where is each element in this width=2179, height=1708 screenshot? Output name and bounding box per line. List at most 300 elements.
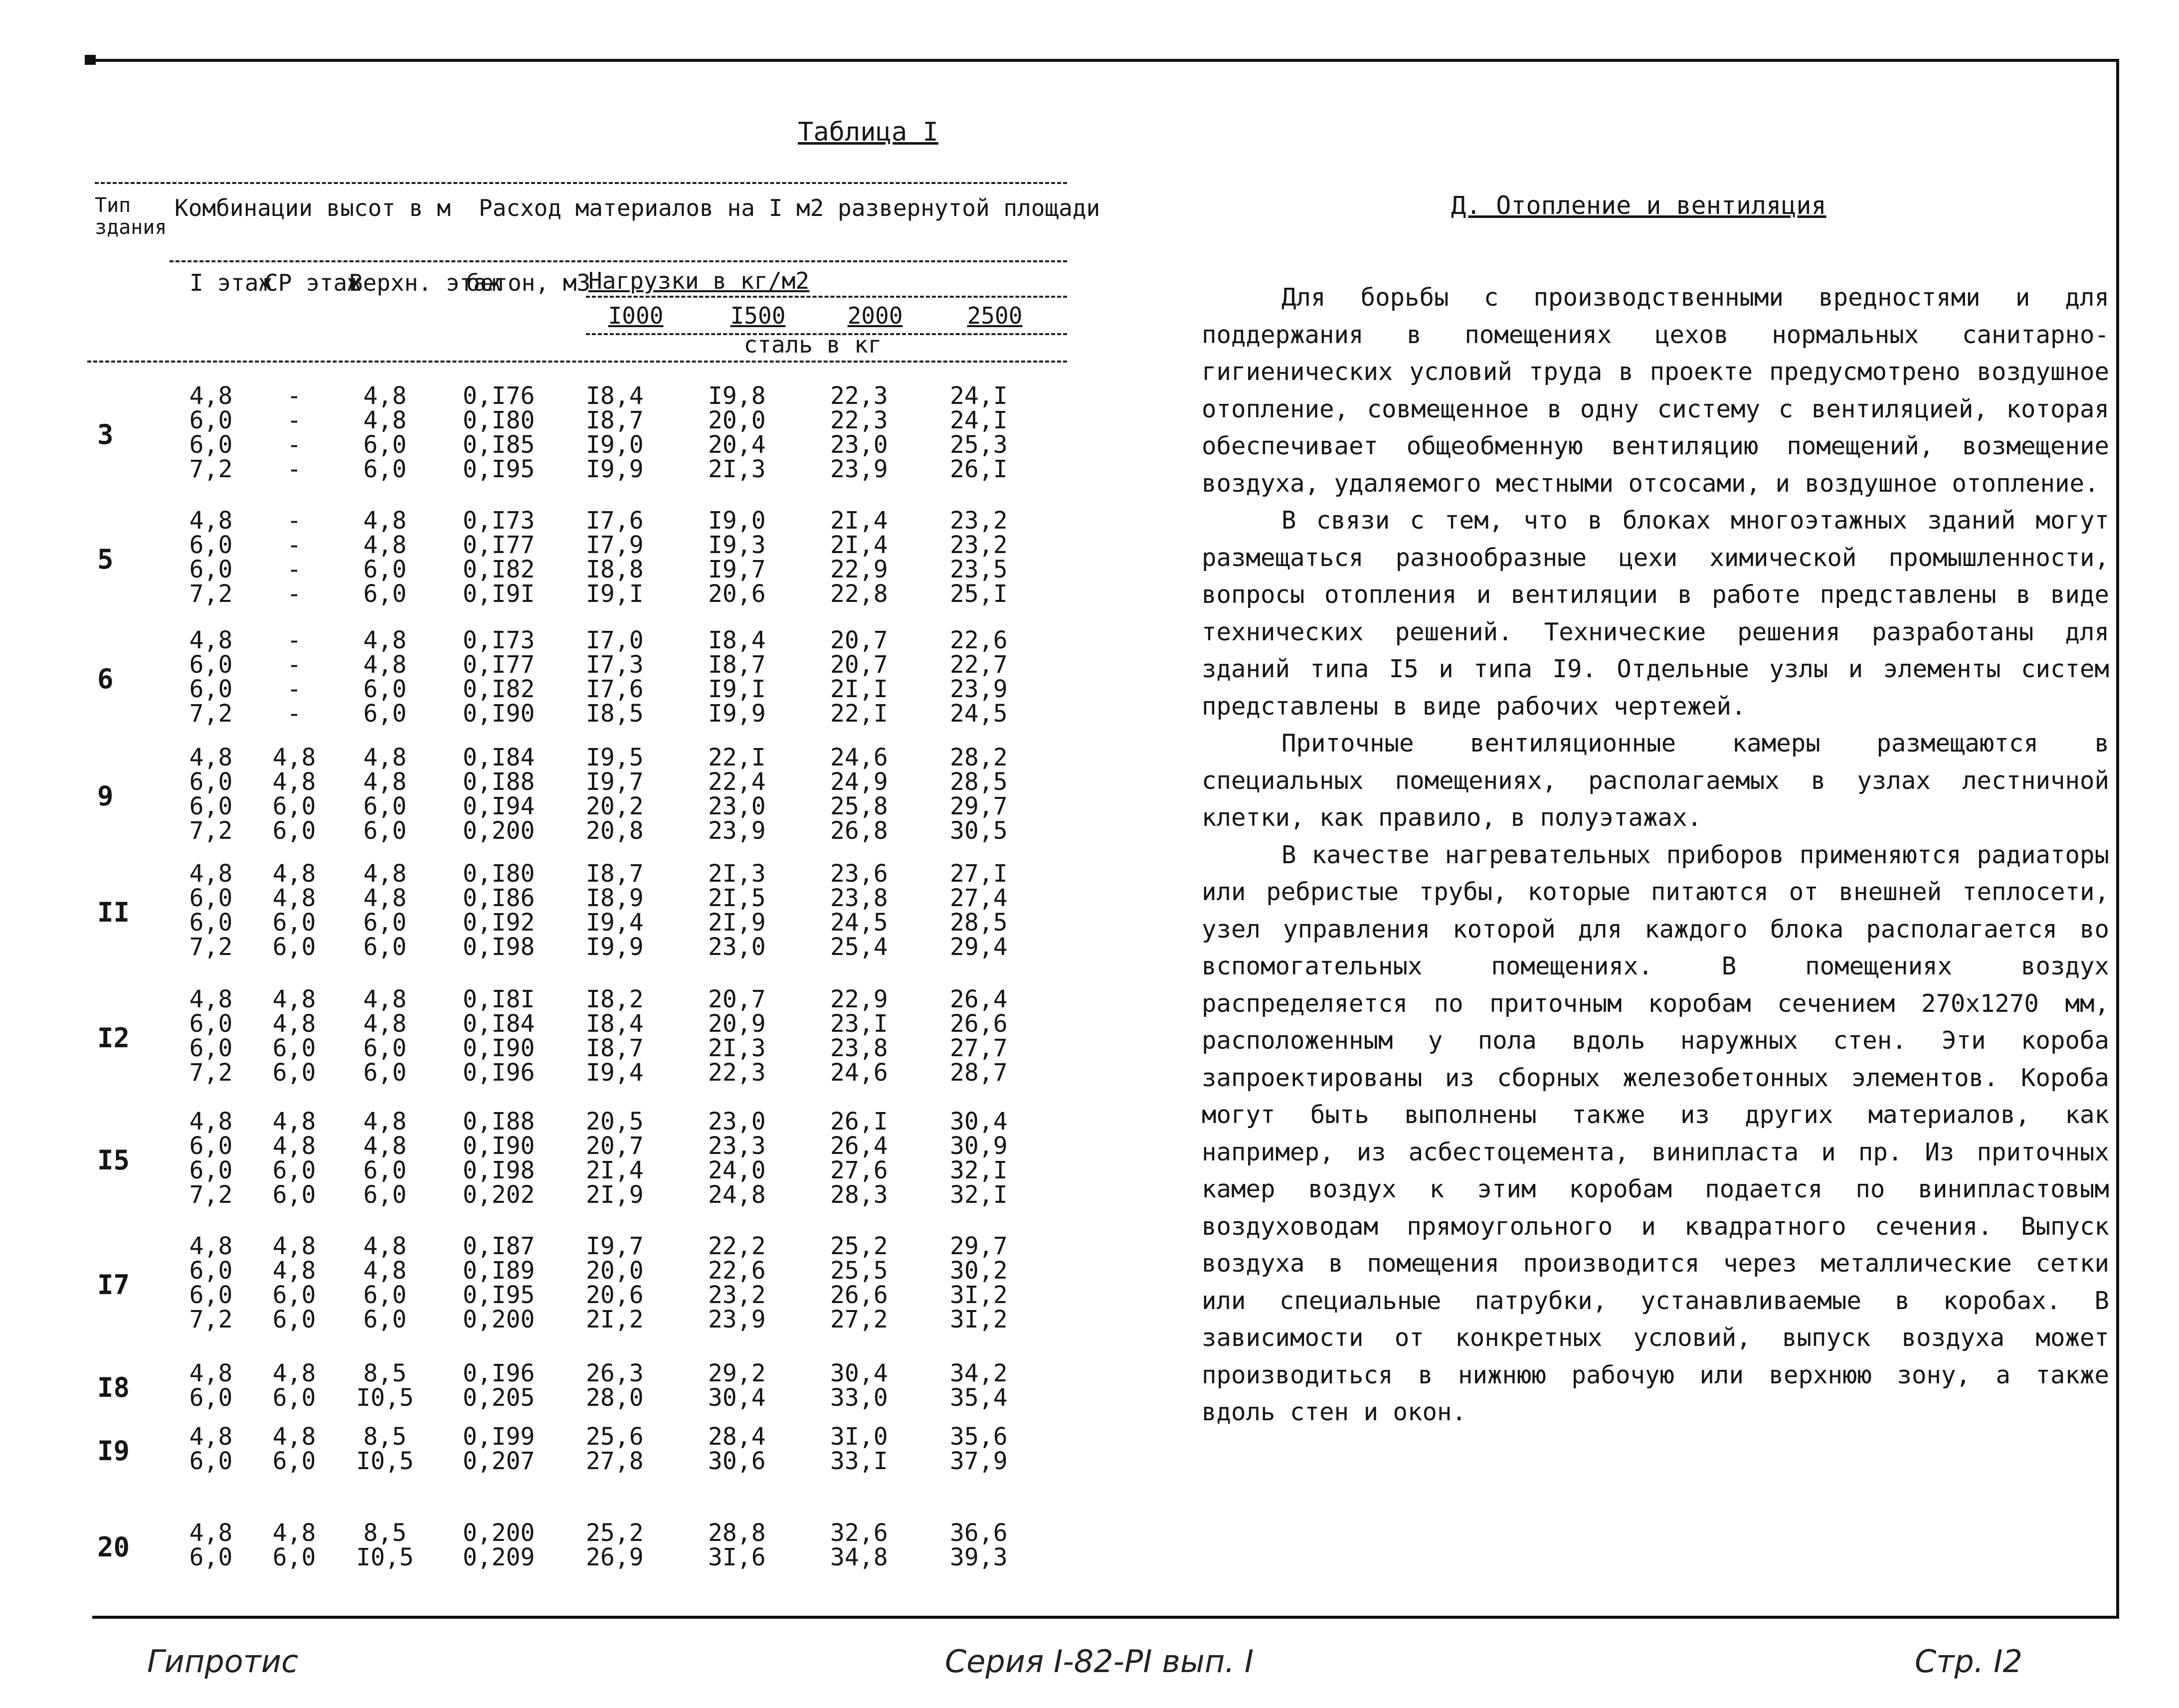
cell-floor-mid: 4,8 [272, 1257, 316, 1285]
cell-load-2500: 32,I [950, 1156, 1008, 1184]
cell-floor1: 4,8 [189, 626, 233, 654]
cell-concrete: 0,202 [463, 1181, 535, 1209]
cell-floor1: 6,0 [189, 431, 233, 459]
cell-load-1000: 20,6 [586, 1281, 644, 1309]
cell-concrete: 0,I88 [463, 768, 535, 796]
cell-load-1000: 26,9 [586, 1543, 644, 1571]
cell-load-2500: 32,I [950, 1181, 1008, 1209]
cell-floor-top: 6,0 [363, 580, 407, 608]
cell-concrete: 0,I90 [463, 700, 535, 728]
cell-load-2500: 23,5 [950, 556, 1008, 583]
cell-floor-mid: - [287, 531, 302, 559]
cell-floor-mid: 6,0 [272, 1384, 316, 1412]
cell-concrete: 0,200 [463, 1519, 535, 1547]
cell-load-1000: 2I,9 [586, 1181, 644, 1209]
cell-load-2500: 29,7 [950, 1232, 1008, 1260]
cell-floor1: 7,2 [189, 1306, 233, 1333]
cell-floor-mid: - [287, 556, 302, 583]
cell-floor-mid: 4,8 [272, 1132, 316, 1160]
cell-floor-mid: 6,0 [272, 1034, 316, 1062]
cell-load-1500: 28,4 [708, 1423, 766, 1451]
cell-floor-mid: 4,8 [272, 1359, 316, 1387]
header-type: Тип здания [95, 194, 167, 239]
cell-load-1000: I8,8 [586, 556, 644, 583]
cell-load-2500: 28,2 [950, 744, 1008, 771]
cell-floor1: 6,0 [189, 1281, 233, 1309]
cell-load-1500: 24,8 [708, 1181, 766, 1209]
cell-load-2500: 24,5 [950, 700, 1008, 728]
cell-concrete: 0,I82 [463, 556, 535, 583]
cell-load-1500: 20,4 [708, 431, 766, 459]
frame-right-border [2116, 59, 2119, 1617]
cell-floor1: 7,2 [189, 580, 233, 608]
cell-load-1500: 22,3 [708, 1059, 766, 1087]
cell-load-1500: 23,9 [708, 1306, 766, 1333]
cell-load-2000: 22,3 [830, 406, 888, 434]
cell-floor-top: 4,8 [363, 507, 407, 535]
cell-load-1500: 24,0 [708, 1156, 766, 1184]
cell-load-2500: 25,I [950, 580, 1008, 608]
cell-floor-mid: 6,0 [272, 933, 316, 961]
cell-load-1500: I9,I [708, 675, 766, 703]
cell-load-1000: I7,9 [586, 531, 644, 559]
cell-floor1: 4,8 [189, 985, 233, 1013]
cell-load-1000: I7,6 [586, 507, 644, 535]
cell-load-1000: I8,7 [586, 1034, 644, 1062]
cell-load-1000: I9,9 [586, 933, 644, 961]
footer-organization: Гипротис [147, 1643, 299, 1680]
cell-floor1: 6,0 [189, 884, 233, 912]
cell-load-2000: 32,6 [830, 1519, 888, 1547]
cell-load-2500: 26,I [950, 455, 1008, 483]
cell-floor-top: I0,5 [356, 1447, 414, 1475]
header-load-2000: 2000 [847, 302, 903, 329]
paragraph: Приточные вентиляционные камеры размещаются в специальных помещениях, располагаемых в узлах лестничной клетки, как правило, в полуэтажах. [1202, 729, 2109, 832]
cell-floor-top: 4,8 [363, 744, 407, 771]
cell-load-1000: I7,0 [586, 626, 644, 654]
cell-load-1000: I8,7 [586, 860, 644, 888]
cell-floor-mid: 6,0 [272, 1447, 316, 1475]
cell-floor1: 6,0 [189, 1543, 233, 1571]
header-floor-top: Верхн. этаж [349, 269, 501, 296]
cell-load-1000: 28,0 [586, 1384, 644, 1412]
cell-load-2500: 29,4 [950, 933, 1008, 961]
cell-load-1500: 2I,5 [708, 884, 766, 912]
cell-load-2500: 29,7 [950, 792, 1008, 820]
cell-floor-top: 4,8 [363, 1257, 407, 1285]
cell-load-1500: 20,7 [708, 985, 766, 1013]
cell-load-2500: 27,4 [950, 884, 1008, 912]
cell-load-2000: 28,3 [830, 1181, 888, 1209]
cell-floor1: 6,0 [189, 406, 233, 434]
cell-load-1000: I8,2 [586, 985, 644, 1013]
cell-load-2000: 22,8 [830, 580, 888, 608]
cell-floor1: 6,0 [189, 675, 233, 703]
cell-floor-top: 4,8 [363, 382, 407, 410]
cell-floor-mid: 4,8 [272, 1519, 316, 1547]
cell-load-2500: 30,9 [950, 1132, 1008, 1160]
paragraph: Для борьбы с производственными вредностями и для поддержания в помещениях цехов нормальных санитарно-гигиенических условий труда в проекте предусмотрено воздушное отопление, совмещенное в одну систему с вентиляцией, которая обеспечивает общеобменную вентиляцию помещений, возмещение воздуха, удаляемого местными отсосами, и воздушное отопление. [1202, 283, 2109, 498]
cell-floor-top: 4,8 [363, 1108, 407, 1136]
table-rule-header-bottom [87, 361, 1067, 363]
cell-load-2000: 2I,4 [830, 507, 888, 535]
cell-floor-top: 4,8 [363, 651, 407, 679]
cell-floor1: 4,8 [189, 507, 233, 535]
header-load-2500: 2500 [967, 302, 1023, 329]
cell-load-1000: I9,9 [586, 455, 644, 483]
cell-load-2000: 23,I [830, 1010, 888, 1038]
cell-floor-mid: 6,0 [272, 1181, 316, 1209]
cell-load-1500: 2I,3 [708, 860, 766, 888]
cell-load-2500: 27,I [950, 860, 1008, 888]
cell-load-2500: 28,5 [950, 768, 1008, 796]
cell-concrete: 0,I89 [463, 1257, 535, 1285]
cell-load-2000: 25,4 [830, 933, 888, 961]
cell-floor-top: 6,0 [363, 933, 407, 961]
cell-load-2000: 26,6 [830, 1281, 888, 1309]
cell-load-2000: 24,9 [830, 768, 888, 796]
cell-floor-mid: - [287, 455, 302, 483]
table-rule-top [95, 182, 1067, 184]
cell-floor1: 6,0 [189, 1257, 233, 1285]
cell-floor-mid: 4,8 [272, 1108, 316, 1136]
cell-floor1: 6,0 [189, 651, 233, 679]
building-type: 20 [97, 1531, 130, 1563]
cell-load-1500: 2I,9 [708, 909, 766, 937]
cell-floor1: 4,8 [189, 1423, 233, 1451]
cell-concrete: 0,I73 [463, 626, 535, 654]
cell-floor-mid: - [287, 507, 302, 535]
building-type: 3 [97, 419, 114, 450]
section-body [1202, 279, 2109, 1431]
building-type: 9 [97, 780, 114, 812]
header-load-1000: I000 [608, 302, 664, 329]
cell-floor-mid: - [287, 626, 302, 654]
cell-load-1500: I9,0 [708, 507, 766, 535]
paragraph: В качестве нагревательных приборов применяются радиаторы или ребристые трубы, которые питаются от внешней теплосети, узел управления которой для каждого блока располагается во вспомогательных помещениях. В помещениях воздух распределяется по приточным коробам сечением 270x1270 мм, расположенным у пола вдоль наружных стен. Эти короба запроектированы из сборных железобетонных элементов. Короба могут быть выполнены также из других материалов, как например, из асбестоцемента, винипласта и пр. Из приточных камер воздух к этим коробам подается по винипластовым воздуховодам прямоугольного и квадратного сечения. Выпуск воздуха в помещения производится через металлические сетки или специальные патрубки, устанавливаемые в коробах. В зависимости от конкретных условий, выпуск воздуха может производиться в нижнюю рабочую или верхнюю зону, а также вдоль стен и окон. [1202, 840, 2109, 1426]
cell-load-2500: 23,2 [950, 507, 1008, 535]
cell-concrete: 0,207 [463, 1447, 535, 1475]
cell-floor-mid: - [287, 700, 302, 728]
cell-floor1: 4,8 [189, 1232, 233, 1260]
cell-floor-mid: 4,8 [272, 884, 316, 912]
cell-load-2500: 25,3 [950, 431, 1008, 459]
cell-concrete: 0,209 [463, 1543, 535, 1571]
cell-floor-mid: 6,0 [272, 1156, 316, 1184]
cell-load-2500: 30,4 [950, 1108, 1008, 1136]
cell-load-2500: 28,5 [950, 909, 1008, 937]
cell-floor1: 6,0 [189, 1132, 233, 1160]
table-rule-subheader [170, 260, 1067, 262]
cell-floor-mid: - [287, 382, 302, 410]
section-title: Д. Отопление и вентиляция [1451, 191, 1826, 220]
cell-floor1: 6,0 [189, 792, 233, 820]
cell-floor-top: 4,8 [363, 985, 407, 1013]
cell-load-2000: 22,9 [830, 556, 888, 583]
cell-load-2000: 25,2 [830, 1232, 888, 1260]
footer-page-number: Стр. I2 [1915, 1643, 2022, 1680]
cell-load-2000: 25,8 [830, 792, 888, 820]
cell-load-2000: 30,4 [830, 1359, 888, 1387]
cell-load-1000: 25,6 [586, 1423, 644, 1451]
header-combination: Комбинации высот в м [175, 194, 451, 221]
cell-load-2000: 24,6 [830, 1059, 888, 1087]
cell-floor1: 4,8 [189, 744, 233, 771]
cell-load-1000: 20,0 [586, 1257, 644, 1285]
cell-load-1500: 22,2 [708, 1232, 766, 1260]
cell-load-1500: 30,6 [708, 1447, 766, 1475]
cell-floor-top: 8,5 [363, 1519, 407, 1547]
cell-load-2000: 26,I [830, 1108, 888, 1136]
cell-floor1: 7,2 [189, 817, 233, 845]
cell-floor-top: 4,8 [363, 1132, 407, 1160]
building-type: I5 [97, 1144, 130, 1176]
cell-load-1000: I9,7 [586, 768, 644, 796]
cell-load-2000: 24,5 [830, 909, 888, 937]
building-type: II [97, 897, 130, 928]
cell-load-1000: 26,3 [586, 1359, 644, 1387]
cell-floor-top: 4,8 [363, 406, 407, 434]
cell-load-2500: 35,4 [950, 1384, 1008, 1412]
cell-load-2000: 2I,4 [830, 531, 888, 559]
cell-floor-top: 6,0 [363, 792, 407, 820]
cell-load-2000: 2I,I [830, 675, 888, 703]
cell-load-2000: 33,I [830, 1447, 888, 1475]
cell-load-2000: 20,7 [830, 651, 888, 679]
cell-load-2000: 25,5 [830, 1257, 888, 1285]
cell-load-2500: 36,6 [950, 1519, 1008, 1547]
cell-concrete: 0,I84 [463, 744, 535, 771]
cell-concrete: 0,205 [463, 1384, 535, 1412]
cell-floor1: 6,0 [189, 1447, 233, 1475]
table-caption: Таблица I [798, 117, 938, 147]
cell-load-1000: I8,4 [586, 382, 644, 410]
cell-load-1500: 20,9 [708, 1010, 766, 1038]
cell-floor-top: 8,5 [363, 1359, 407, 1387]
cell-load-1500: 3I,6 [708, 1543, 766, 1571]
cell-floor-top: 6,0 [363, 817, 407, 845]
cell-floor-top: 6,0 [363, 675, 407, 703]
cell-load-2500: 37,9 [950, 1447, 1008, 1475]
building-type: I7 [97, 1269, 130, 1301]
cell-floor-top: 6,0 [363, 700, 407, 728]
cell-concrete: 0,200 [463, 1306, 535, 1333]
cell-load-2000: 22,3 [830, 382, 888, 410]
cell-floor-top: 4,8 [363, 1232, 407, 1260]
cell-load-1000: I8,7 [586, 406, 644, 434]
cell-floor1: 6,0 [189, 1034, 233, 1062]
cell-load-2500: 22,7 [950, 651, 1008, 679]
cell-load-2000: 3I,0 [830, 1423, 888, 1451]
cell-concrete: 0,I86 [463, 884, 535, 912]
cell-load-1500: 23,9 [708, 817, 766, 845]
cell-floor1: 4,8 [189, 1108, 233, 1136]
header-consumption: Расход материалов на I м2 развернутой площади [479, 194, 1100, 221]
cell-load-1000: 20,7 [586, 1132, 644, 1160]
cell-floor1: 4,8 [189, 382, 233, 410]
cell-load-2500: 23,9 [950, 675, 1008, 703]
cell-concrete: 0,I98 [463, 933, 535, 961]
cell-floor-top: 6,0 [363, 909, 407, 937]
header-steel: сталь в кг [743, 331, 882, 358]
cell-floor-top: 6,0 [363, 1156, 407, 1184]
cell-load-1000: 20,2 [586, 792, 644, 820]
cell-floor-top: 6,0 [363, 1059, 407, 1087]
header-floor1: I этаж [189, 269, 273, 296]
cell-load-2500: 23,2 [950, 531, 1008, 559]
cell-concrete: 0,I88 [463, 1108, 535, 1136]
cell-concrete: 0,I96 [463, 1059, 535, 1087]
cell-floor-top: 4,8 [363, 531, 407, 559]
header-load-1500: I500 [730, 302, 786, 329]
cell-load-1000: I9,5 [586, 744, 644, 771]
cell-load-1000: I9,4 [586, 1059, 644, 1087]
cell-load-1500: 23,2 [708, 1281, 766, 1309]
cell-concrete: 0,I77 [463, 531, 535, 559]
cell-load-2500: 35,6 [950, 1423, 1008, 1451]
cell-load-1500: I8,7 [708, 651, 766, 679]
cell-floor-top: 6,0 [363, 431, 407, 459]
cell-load-2500: 30,5 [950, 817, 1008, 845]
cell-concrete: 0,I98 [463, 1156, 535, 1184]
cell-load-1500: 20,0 [708, 406, 766, 434]
cell-load-2500: 22,6 [950, 626, 1008, 654]
cell-load-1000: I9,7 [586, 1232, 644, 1260]
cell-concrete: 0,I90 [463, 1132, 535, 1160]
cell-concrete: 0,I95 [463, 455, 535, 483]
cell-load-1500: I9,8 [708, 382, 766, 410]
building-type: I2 [97, 1022, 130, 1054]
cell-load-1500: 28,8 [708, 1519, 766, 1547]
cell-load-2000: 27,2 [830, 1306, 888, 1333]
cell-floor-top: 8,5 [363, 1423, 407, 1451]
cell-floor1: 6,0 [189, 531, 233, 559]
cell-load-2500: 3I,2 [950, 1306, 1008, 1333]
cell-floor1: 6,0 [189, 768, 233, 796]
cell-load-2000: 33,0 [830, 1384, 888, 1412]
cell-floor-top: 6,0 [363, 455, 407, 483]
cell-floor1: 7,2 [189, 455, 233, 483]
paragraph: В связи с тем, что в блоках многоэтажных зданий могут размещаться разнообразные цехи химической промышленности, вопросы отопления и вентиляции в работе представлены в виде технических решений. Технические решения разработаны для зданий типа I5 и типа I9. Отдельные узлы и элементы систем представлены в виде рабочих чертежей. [1202, 506, 2109, 721]
cell-floor1: 6,0 [189, 556, 233, 583]
cell-concrete: 0,I92 [463, 909, 535, 937]
cell-floor1: 7,2 [189, 933, 233, 961]
cell-load-1500: 23,0 [708, 1108, 766, 1136]
cell-load-2500: 3I,2 [950, 1281, 1008, 1309]
cell-floor-top: 4,8 [363, 768, 407, 796]
building-type: 5 [97, 544, 114, 575]
cell-floor-top: I0,5 [356, 1384, 414, 1412]
cell-load-1000: I9,0 [586, 431, 644, 459]
cell-floor-top: 6,0 [363, 1034, 407, 1062]
cell-floor-mid: 4,8 [272, 768, 316, 796]
cell-floor-mid: 4,8 [272, 985, 316, 1013]
cell-load-1000: I8,4 [586, 1010, 644, 1038]
header-loads: Нагрузки в кг/м2 [588, 267, 810, 294]
cell-floor-top: I0,5 [356, 1543, 414, 1571]
cell-concrete: 0,I87 [463, 1232, 535, 1260]
cell-concrete: 0,I73 [463, 507, 535, 535]
cell-load-1500: I8,4 [708, 626, 766, 654]
cell-load-2500: 30,2 [950, 1257, 1008, 1285]
cell-concrete: 0,I8I [463, 985, 535, 1013]
cell-concrete: 0,I9I [463, 580, 535, 608]
cell-concrete: 0,I82 [463, 675, 535, 703]
cell-load-1000: 20,8 [586, 817, 644, 845]
building-type: I8 [97, 1372, 130, 1403]
cell-load-1000: I9,4 [586, 909, 644, 937]
cell-load-2000: 26,8 [830, 817, 888, 845]
cell-concrete: 0,I96 [463, 1359, 535, 1387]
cell-floor-mid: 6,0 [272, 1306, 316, 1333]
table-rule-loads [586, 296, 1067, 298]
cell-floor-mid: 4,8 [272, 1010, 316, 1038]
header-concrete: бетон, м3 [466, 269, 591, 296]
cell-floor-top: 4,8 [363, 1010, 407, 1038]
cell-load-1000: 20,5 [586, 1108, 644, 1136]
cell-load-1000: 2I,4 [586, 1156, 644, 1184]
cell-load-2000: 22,I [830, 700, 888, 728]
cell-load-2000: 23,9 [830, 455, 888, 483]
cell-load-2500: 34,2 [950, 1359, 1008, 1387]
cell-load-2500: 24,I [950, 382, 1008, 410]
cell-load-1500: 29,2 [708, 1359, 766, 1387]
cell-floor1: 6,0 [189, 1156, 233, 1184]
cell-load-1500: 30,4 [708, 1384, 766, 1412]
cell-floor-mid: 4,8 [272, 1423, 316, 1451]
cell-floor-mid: 6,0 [272, 792, 316, 820]
cell-load-1500: 22,6 [708, 1257, 766, 1285]
cell-floor1: 4,8 [189, 1519, 233, 1547]
cell-load-2000: 23,8 [830, 884, 888, 912]
cell-load-2500: 27,7 [950, 1034, 1008, 1062]
cell-load-1500: 20,6 [708, 580, 766, 608]
cell-load-1500: 23,0 [708, 792, 766, 820]
cell-floor-mid: 4,8 [272, 860, 316, 888]
cell-floor1: 6,0 [189, 1384, 233, 1412]
cell-floor-mid: 6,0 [272, 1059, 316, 1087]
cell-load-2500: 28,7 [950, 1059, 1008, 1087]
cell-load-1000: I7,6 [586, 675, 644, 703]
cell-floor1: 7,2 [189, 700, 233, 728]
cell-floor-top: 4,8 [363, 626, 407, 654]
cell-load-1500: 2I,3 [708, 1034, 766, 1062]
cell-load-1000: I8,9 [586, 884, 644, 912]
cell-load-2000: 23,0 [830, 431, 888, 459]
cell-concrete: 0,I99 [463, 1423, 535, 1451]
cell-floor-top: 4,8 [363, 884, 407, 912]
cell-concrete: 0,I84 [463, 1010, 535, 1038]
cell-concrete: 0,I85 [463, 431, 535, 459]
cell-load-2500: 26,4 [950, 985, 1008, 1013]
cell-load-1500: I9,3 [708, 531, 766, 559]
cell-floor1: 6,0 [189, 909, 233, 937]
cell-concrete: 0,200 [463, 817, 535, 845]
cell-load-1500: 23,0 [708, 933, 766, 961]
cell-load-2000: 27,6 [830, 1156, 888, 1184]
building-type: I9 [97, 1435, 130, 1467]
frame-top-border [85, 59, 2119, 62]
cell-floor1: 7,2 [189, 1059, 233, 1087]
frame-bottom-border [92, 1616, 2119, 1619]
cell-load-2500: 24,I [950, 406, 1008, 434]
footer-series: Серия I-82-PI вып. I [945, 1643, 1254, 1680]
cell-floor1: 7,2 [189, 1181, 233, 1209]
cell-load-2000: 23,6 [830, 860, 888, 888]
cell-load-1500: 22,I [708, 744, 766, 771]
header-floor-mid: СР этаж [264, 269, 361, 296]
cell-load-1000: I8,5 [586, 700, 644, 728]
